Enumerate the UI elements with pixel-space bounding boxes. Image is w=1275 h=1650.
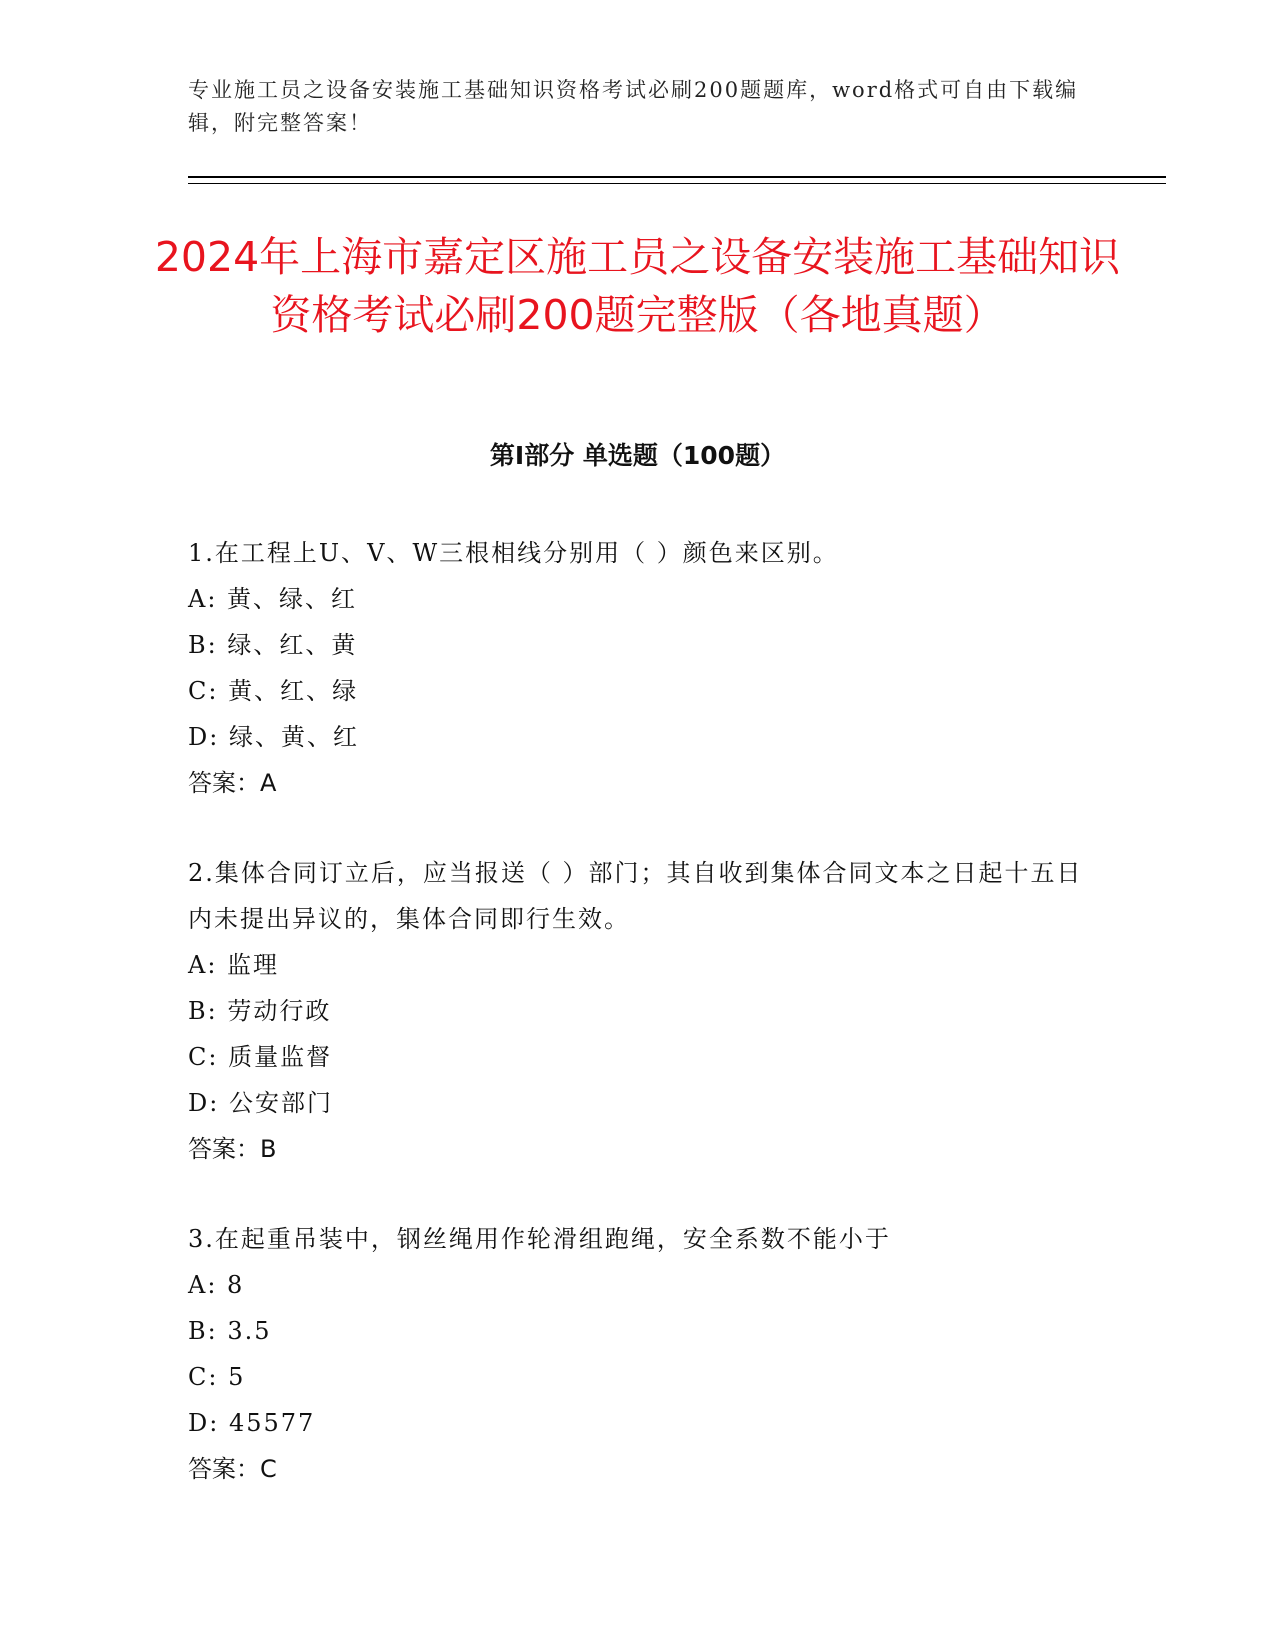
header-rule-thin <box>188 183 1166 184</box>
option-d: D: 45577 <box>188 1409 316 1437</box>
option-a: A: 监理 <box>188 951 280 979</box>
question-stem: 2.集体合同订立后，应当报送（ ）部门；其自收到集体合同文本之日起十五日内未提出异议的，集体合同即行生效。 <box>188 859 1083 933</box>
header-note: 专业施工员之设备安装施工基础知识资格考试必刷200题题库，word格式可自由下载编辑，附完整答案！ <box>188 78 1079 135</box>
option-a: A: 黄、绿、红 <box>188 585 358 613</box>
question-list <box>188 530 1088 1536</box>
question-1 <box>188 530 1088 806</box>
option-a: A: 8 <box>188 1271 245 1299</box>
option-b: B: 3.5 <box>188 1317 272 1345</box>
section-title: 第I部分 单选题（100题） <box>489 441 786 470</box>
option-c: C: 质量监督 <box>188 1043 333 1071</box>
option-d: D: 绿、黄、红 <box>188 723 359 751</box>
option-b: B: 劳动行政 <box>188 997 332 1025</box>
header-rule-thick <box>188 176 1166 178</box>
option-c: C: 黄、红、绿 <box>188 677 359 705</box>
answer: 答案：A <box>188 769 277 797</box>
question-stem: 1.在工程上U、V、W三根相线分别用（ ）颜色来区别。 <box>188 539 839 567</box>
answer: 答案：C <box>188 1455 277 1483</box>
document-title: 2024年上海市嘉定区施工员之设备安装施工基础知识资格考试必刷200题完整版（各地真题） <box>154 233 1121 339</box>
option-c: C: 5 <box>188 1363 246 1391</box>
option-b: B: 绿、红、黄 <box>188 631 358 659</box>
question-3 <box>188 1216 1088 1492</box>
answer: 答案：B <box>188 1135 277 1163</box>
question-stem: 3.在起重吊装中，钢丝绳用作轮滑组跑绳，安全系数不能小于 <box>188 1225 891 1253</box>
option-d: D: 公安部门 <box>188 1089 333 1117</box>
question-2 <box>188 850 1088 1172</box>
